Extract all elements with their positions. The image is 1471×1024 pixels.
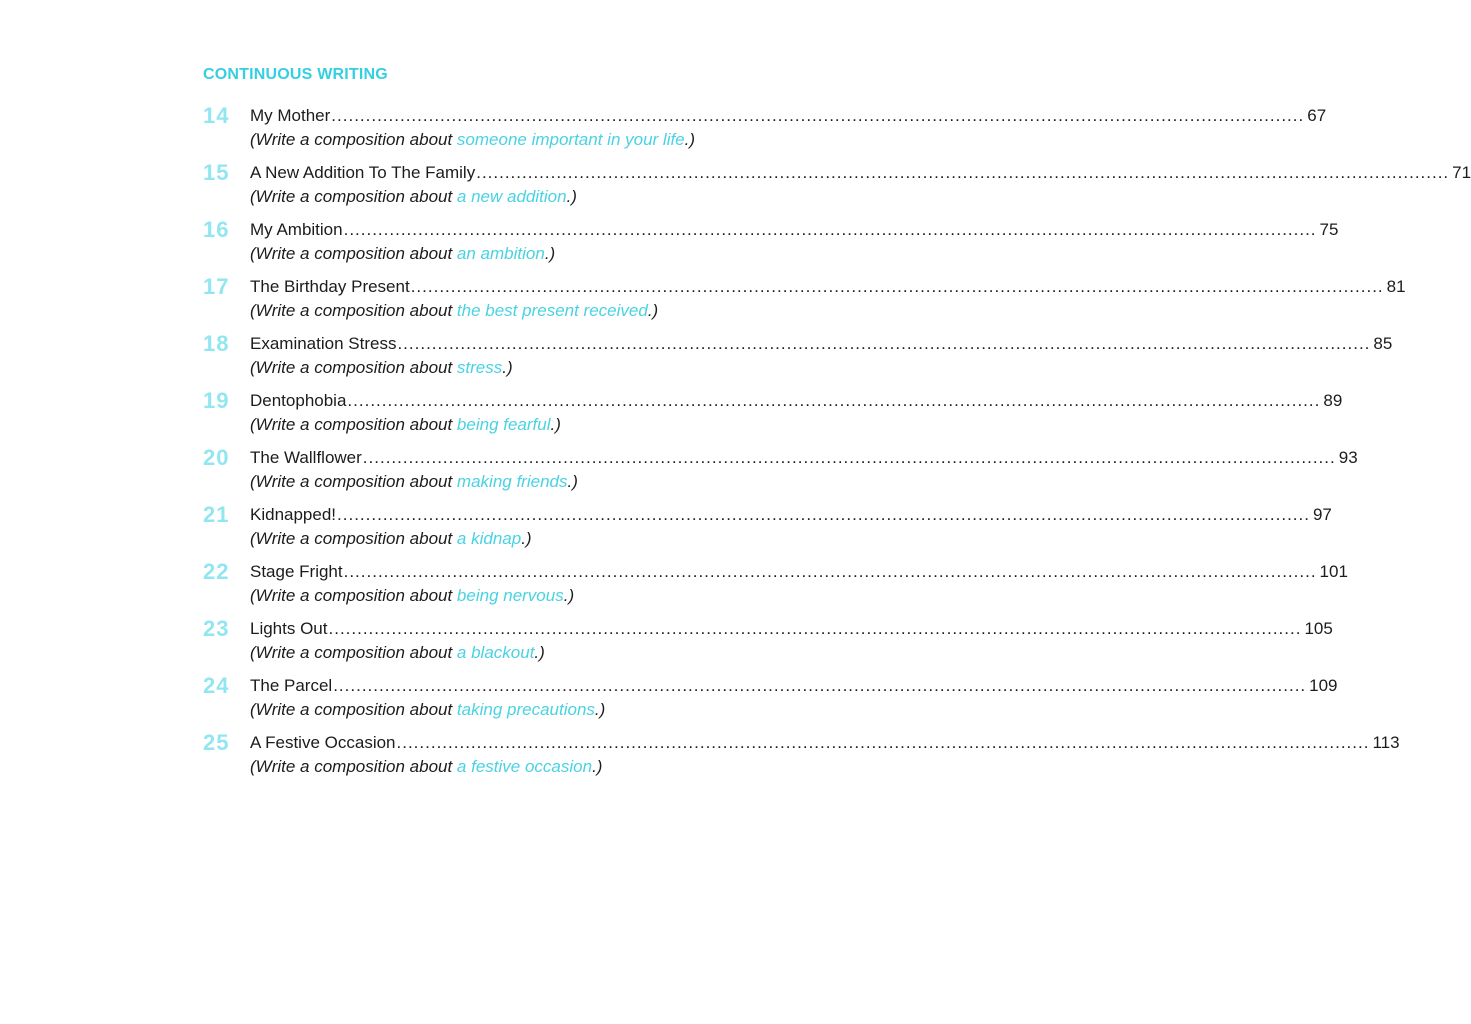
- description-prefix: (Write a composition about: [250, 529, 457, 548]
- dot-leader: [397, 332, 1370, 356]
- description-prefix: (Write a composition about: [250, 187, 457, 206]
- entry-description: [250, 470, 1358, 493]
- entry-number: 21: [203, 502, 230, 527]
- description-suffix: .): [647, 301, 659, 320]
- entry-title: Kidnapped!: [250, 505, 337, 524]
- dot-leader: [337, 503, 1310, 527]
- entry-page-number: 93: [1338, 448, 1358, 467]
- entry-body: [250, 617, 1333, 664]
- entry-body: [250, 218, 1338, 265]
- entry-number: 15: [203, 160, 230, 185]
- entry-description: [250, 584, 1348, 607]
- entry-number: 14: [203, 103, 230, 128]
- description-topic: someone important in your life: [456, 130, 685, 149]
- description-topic: the best present received: [456, 301, 648, 320]
- toc-entry: [203, 673, 1338, 721]
- dot-leader: [347, 389, 1320, 413]
- toc-entry: [203, 160, 1471, 208]
- entry-title-row: [250, 674, 1338, 698]
- toc-entry: [203, 559, 1348, 607]
- description-topic: taking precautions: [456, 700, 595, 719]
- toc-entry-list: [203, 103, 1471, 778]
- entry-title-row: [250, 389, 1342, 413]
- entry-description: [250, 299, 1406, 322]
- entry-description: [250, 527, 1332, 550]
- entry-page-number: 71: [1452, 163, 1471, 182]
- entry-page-number: 67: [1307, 106, 1327, 125]
- description-topic: making friends: [456, 472, 568, 491]
- entry-body: [250, 104, 1326, 151]
- entry-page-number: 75: [1319, 220, 1339, 239]
- toc-entry: [203, 502, 1332, 550]
- entry-page-number: 113: [1372, 733, 1400, 752]
- entry-page-number: 97: [1312, 505, 1332, 524]
- dot-leader: [397, 731, 1370, 755]
- entry-title: A New Addition To The Family: [250, 163, 476, 182]
- entry-title-row: [250, 104, 1326, 128]
- description-topic: a kidnap: [456, 529, 522, 548]
- entry-title-row: [250, 560, 1348, 584]
- toc-entry: [203, 616, 1333, 664]
- entry-number: 19: [203, 388, 230, 413]
- dot-leader: [329, 617, 1302, 641]
- entry-title: A Festive Occasion: [250, 733, 396, 752]
- description-topic: a blackout: [456, 643, 535, 662]
- description-suffix: .): [521, 529, 532, 548]
- entry-title-row: [250, 617, 1333, 641]
- toc-entry: [203, 388, 1343, 436]
- entry-body: [250, 503, 1332, 550]
- entry-title-row: [250, 731, 1400, 755]
- toc-entry: [203, 331, 1393, 379]
- entry-description: [250, 128, 1326, 151]
- description-suffix: .): [534, 643, 545, 662]
- entry-number: 20: [203, 445, 230, 470]
- description-suffix: .): [502, 358, 513, 377]
- description-topic: a festive occasion: [456, 757, 593, 776]
- table-of-contents: [203, 66, 1471, 788]
- entry-page-number: 89: [1323, 391, 1343, 410]
- entry-page-number: 101: [1319, 562, 1348, 581]
- entry-description: [250, 755, 1400, 778]
- entry-title: My Ambition: [250, 220, 343, 239]
- entry-page-number: 81: [1386, 277, 1406, 296]
- entry-description: [250, 242, 1338, 265]
- description-prefix: (Write a composition about: [250, 301, 457, 320]
- entry-number: 16: [203, 217, 230, 242]
- entry-body: [250, 332, 1392, 379]
- description-suffix: .): [544, 244, 556, 263]
- entry-number: 25: [203, 730, 230, 755]
- description-prefix: (Write a composition about: [250, 586, 457, 605]
- entry-body: [250, 389, 1342, 436]
- toc-entry: [203, 103, 1327, 151]
- description-prefix: (Write a composition about: [250, 700, 457, 719]
- section-title: CONTINUOUS WRITING: [203, 66, 388, 83]
- entry-title: The Birthday Present: [250, 277, 410, 296]
- dot-leader: [333, 674, 1306, 698]
- description-prefix: (Write a composition about: [250, 643, 457, 662]
- entry-number: 18: [203, 331, 230, 356]
- entry-title: Dentophobia: [250, 391, 347, 410]
- entry-body: [250, 161, 1471, 208]
- entry-title: The Parcel: [250, 676, 333, 695]
- entry-body: [250, 731, 1400, 778]
- entry-page-number: 85: [1373, 334, 1393, 353]
- entry-title-row: [250, 503, 1332, 527]
- description-topic: being nervous: [456, 586, 564, 605]
- description-suffix: .): [563, 586, 575, 605]
- dot-leader: [344, 560, 1317, 584]
- entry-title: The Wallflower: [250, 448, 362, 467]
- description-topic: an ambition: [456, 244, 545, 263]
- description-prefix: (Write a composition about: [250, 244, 457, 263]
- description-topic: being fearful: [456, 415, 551, 434]
- toc-entry: [203, 274, 1406, 322]
- entry-page-number: 105: [1304, 619, 1333, 638]
- entry-number: 24: [203, 673, 230, 698]
- entry-title-row: [250, 218, 1338, 242]
- entry-description: [250, 413, 1342, 436]
- entry-body: [250, 446, 1358, 493]
- toc-entry: [203, 217, 1339, 265]
- entry-body: [250, 560, 1348, 607]
- description-suffix: .): [550, 415, 561, 434]
- entry-title: Examination Stress: [250, 334, 397, 353]
- dot-leader: [476, 161, 1449, 185]
- toc-entry: [203, 730, 1400, 778]
- dot-leader: [363, 446, 1336, 470]
- description-suffix: .): [594, 700, 606, 719]
- entry-body: [250, 275, 1406, 322]
- dot-leader: [331, 104, 1304, 128]
- description-prefix: (Write a composition about: [250, 757, 457, 776]
- description-prefix: (Write a composition about: [250, 358, 457, 377]
- entry-title: Stage Fright: [250, 562, 343, 581]
- entry-title: My Mother: [250, 106, 331, 125]
- description-topic: stress: [456, 358, 503, 377]
- entry-title-row: [250, 275, 1406, 299]
- entry-number: 17: [203, 274, 230, 299]
- description-prefix: (Write a composition about: [250, 415, 457, 434]
- description-suffix: .): [567, 472, 578, 491]
- entry-title-row: [250, 161, 1471, 185]
- entry-number: 23: [203, 616, 230, 641]
- entry-title-row: [250, 332, 1392, 356]
- entry-description: [250, 356, 1392, 379]
- entry-title: Lights Out: [250, 619, 328, 638]
- entry-number: 22: [203, 559, 230, 584]
- toc-entry: [203, 445, 1358, 493]
- entry-title-row: [250, 446, 1358, 470]
- description-suffix: .): [566, 187, 577, 206]
- dot-leader: [411, 275, 1384, 299]
- entry-body: [250, 674, 1338, 721]
- description-topic: a new addition: [456, 187, 567, 206]
- entry-description: [250, 641, 1333, 664]
- dot-leader: [344, 218, 1317, 242]
- description-prefix: (Write a composition about: [250, 130, 457, 149]
- description-prefix: (Write a composition about: [250, 472, 457, 491]
- entry-description: [250, 698, 1338, 721]
- entry-description: [250, 185, 1471, 208]
- entry-page-number: 109: [1309, 676, 1338, 695]
- description-suffix: .): [592, 757, 603, 776]
- description-suffix: .): [684, 130, 696, 149]
